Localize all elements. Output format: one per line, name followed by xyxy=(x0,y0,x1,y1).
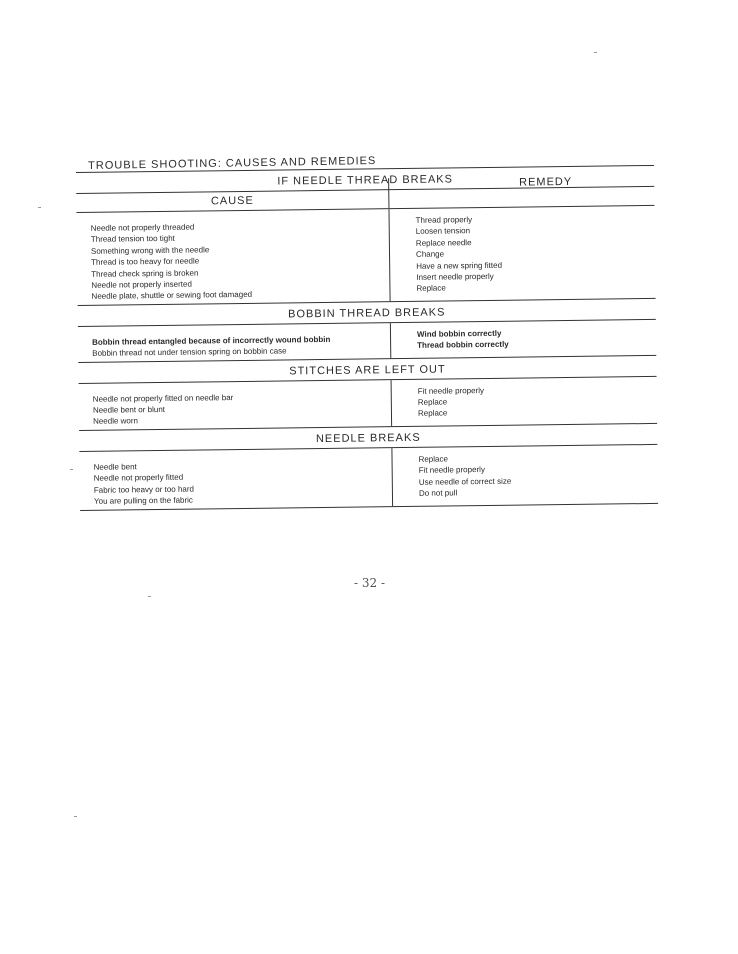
remedy-item: Replace xyxy=(416,283,446,294)
remedy-item: Have a new spring fitted xyxy=(416,260,503,271)
scan-speck xyxy=(594,52,597,53)
remedy-list xyxy=(390,320,656,358)
remedy-list xyxy=(391,445,658,506)
remedy-item: Use needle of correct size xyxy=(418,476,512,487)
section-rows-bobbin-thread-breaks xyxy=(78,319,656,362)
cause-item: You are pulling on the fabric xyxy=(93,495,193,506)
cause-item: Bobbin thread entangled because of incorrectly wound bobbin xyxy=(92,334,331,347)
cause-item: Bobbin thread not under tension spring on bobbin case xyxy=(92,346,287,359)
section-rows-needle-breaks xyxy=(79,444,658,510)
cause-item: Fabric too heavy or too hard xyxy=(93,484,194,495)
section-title-needle-thread-breaks: IF NEEDLE THREAD BREAKS xyxy=(277,173,454,188)
scan-speck xyxy=(148,596,151,597)
cause-item: Needle worn xyxy=(92,416,139,427)
cause-item: Something wrong with the needle xyxy=(90,245,210,256)
cause-item: Needle not properly fitted on needle bar xyxy=(92,392,234,404)
remedy-item: Do not pull xyxy=(418,488,458,498)
remedy-item: Thread properly xyxy=(415,215,473,225)
cause-column-header: CAUSE xyxy=(210,194,254,208)
remedy-item: Fit needle properly xyxy=(417,385,485,396)
cause-list xyxy=(77,209,390,305)
cause-list xyxy=(79,448,392,509)
cause-item: Thread is too heavy for needle xyxy=(91,256,200,268)
cause-item: Needle not properly fitted xyxy=(93,472,184,484)
section-title-bobbin-thread-breaks: BOBBIN THREAD BREAKS xyxy=(288,306,446,321)
remedy-item: Replace xyxy=(417,408,448,419)
remedy-column-header: REMEDY xyxy=(388,175,654,208)
scan-speck xyxy=(38,207,41,208)
remedy-item: Change xyxy=(415,249,445,260)
remedy-item: Replace needle xyxy=(415,237,472,248)
cause-list xyxy=(78,323,390,362)
cause-item: Needle plate, shuttle or sewing foot damaged xyxy=(91,290,253,302)
cause-item: Needle bent xyxy=(93,462,137,472)
page-title: TROUBLE SHOOTING: CAUSES AND REMEDIES xyxy=(88,154,377,172)
troubleshooting-table xyxy=(76,165,658,511)
cause-list xyxy=(79,380,392,430)
cause-item: Needle not properly inserted xyxy=(91,279,192,290)
page-number: - 32 - xyxy=(354,576,386,590)
cause-item: Needle not properly threaded xyxy=(90,222,195,233)
cause-item: Needle bent or blunt xyxy=(92,404,166,415)
cause-item: Thread tension too tight xyxy=(90,234,175,245)
scan-speck xyxy=(74,816,77,817)
remedy-item: Thread bobbin correctly xyxy=(417,339,509,351)
scan-speck xyxy=(70,469,73,470)
section-rows-needle-thread-breaks xyxy=(76,205,655,305)
remedy-item: Replace xyxy=(417,397,448,407)
remedy-list xyxy=(388,206,655,301)
remedy-item: Fit needle properly xyxy=(418,465,485,476)
section-title-needle-breaks: NEEDLE BREAKS xyxy=(315,431,421,445)
remedy-item: Loosen tension xyxy=(415,226,471,237)
cause-item: Thread check spring is broken xyxy=(91,268,199,279)
remedy-item: Insert needle properly xyxy=(416,271,494,282)
section-title-stitches-left-out: STITCHES ARE LEFT OUT xyxy=(289,363,446,378)
remedy-item: Replace xyxy=(418,454,448,464)
remedy-list xyxy=(391,377,658,426)
section-rows-stitches-left-out xyxy=(79,376,658,430)
remedy-item: Wind bobbin correctly xyxy=(416,328,502,339)
